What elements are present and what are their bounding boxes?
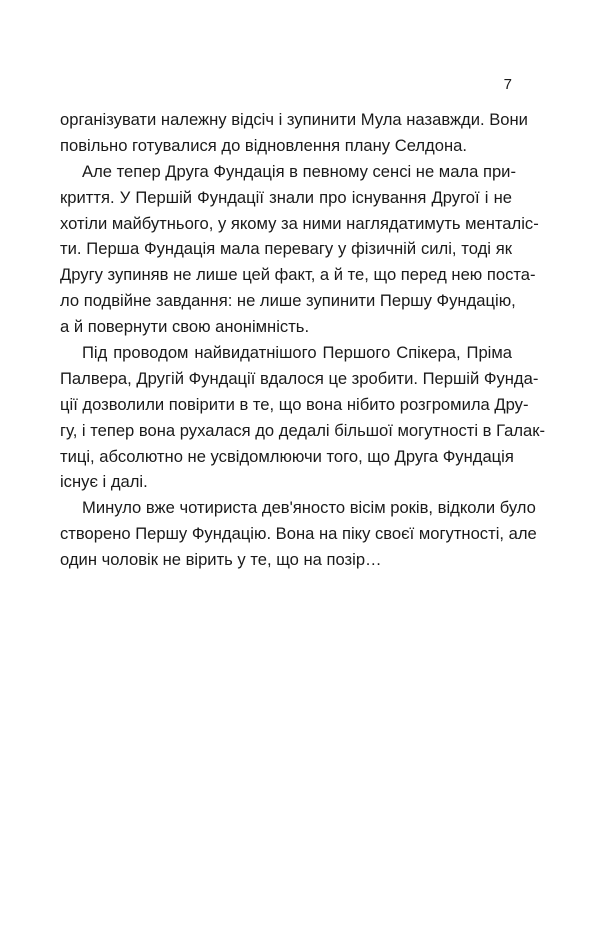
text-line: створено Першу Фундацію. Вона на піку своєї могутності, але — [60, 524, 537, 544]
text-line: ти. Перша Фундація мала перевагу у фізичній силі, тоді як — [60, 239, 512, 259]
body-text — [60, 107, 546, 573]
text-line: хотіли майбутнього, у якому за ними наглядатимуть менталіс- — [60, 213, 539, 233]
text-line: Під проводом найвидатнішого Першого Спікера, Пріма — [82, 343, 512, 363]
text-line: організувати належну відсіч і зупинити Мула назавжди. Вони — [60, 110, 528, 129]
text-line: один чоловік не вірить у те, що на позір… — [60, 550, 382, 570]
paragraph-2 — [60, 159, 539, 340]
text-line: існує і далі. — [60, 472, 148, 492]
text-line: тиці, абсолютно не усвідомлюючи того, що Друга Фундація — [60, 446, 514, 466]
page-number: 7 — [503, 76, 512, 93]
text-line: ло подвійне завдання: не лише зупинити Першу Фундацію, — [60, 291, 516, 311]
paragraph-3 — [60, 340, 546, 495]
text-line: ції дозволили повірити в те, що вона нібито розгромила Дру- — [60, 394, 529, 414]
text-line: а й повернути свою анонімність. — [60, 317, 310, 337]
text-line: гу, і тепер вона рухалася до дедалі більшої могутності в Галак- — [60, 420, 546, 440]
text-line: повільно готувалися до відновлення плану Селдона. — [60, 135, 467, 155]
paragraph-1 — [60, 107, 528, 159]
text-line: Але тепер Друга Фундація в певному сенсі не мала при- — [82, 161, 516, 181]
text-line: криття. У Першій Фундації знали про існування Другої і не — [60, 187, 512, 207]
paragraph-4 — [60, 495, 537, 573]
text-line: Минуло вже чотириста дев'яносто вісім років, відколи було — [82, 498, 536, 518]
text-line: Другу зупиняв не лише цей факт, а й те, що перед нею поста- — [60, 265, 536, 285]
text-line: Палвера, Другій Фундації вдалося це зробити. Першій Фунда- — [60, 368, 539, 388]
